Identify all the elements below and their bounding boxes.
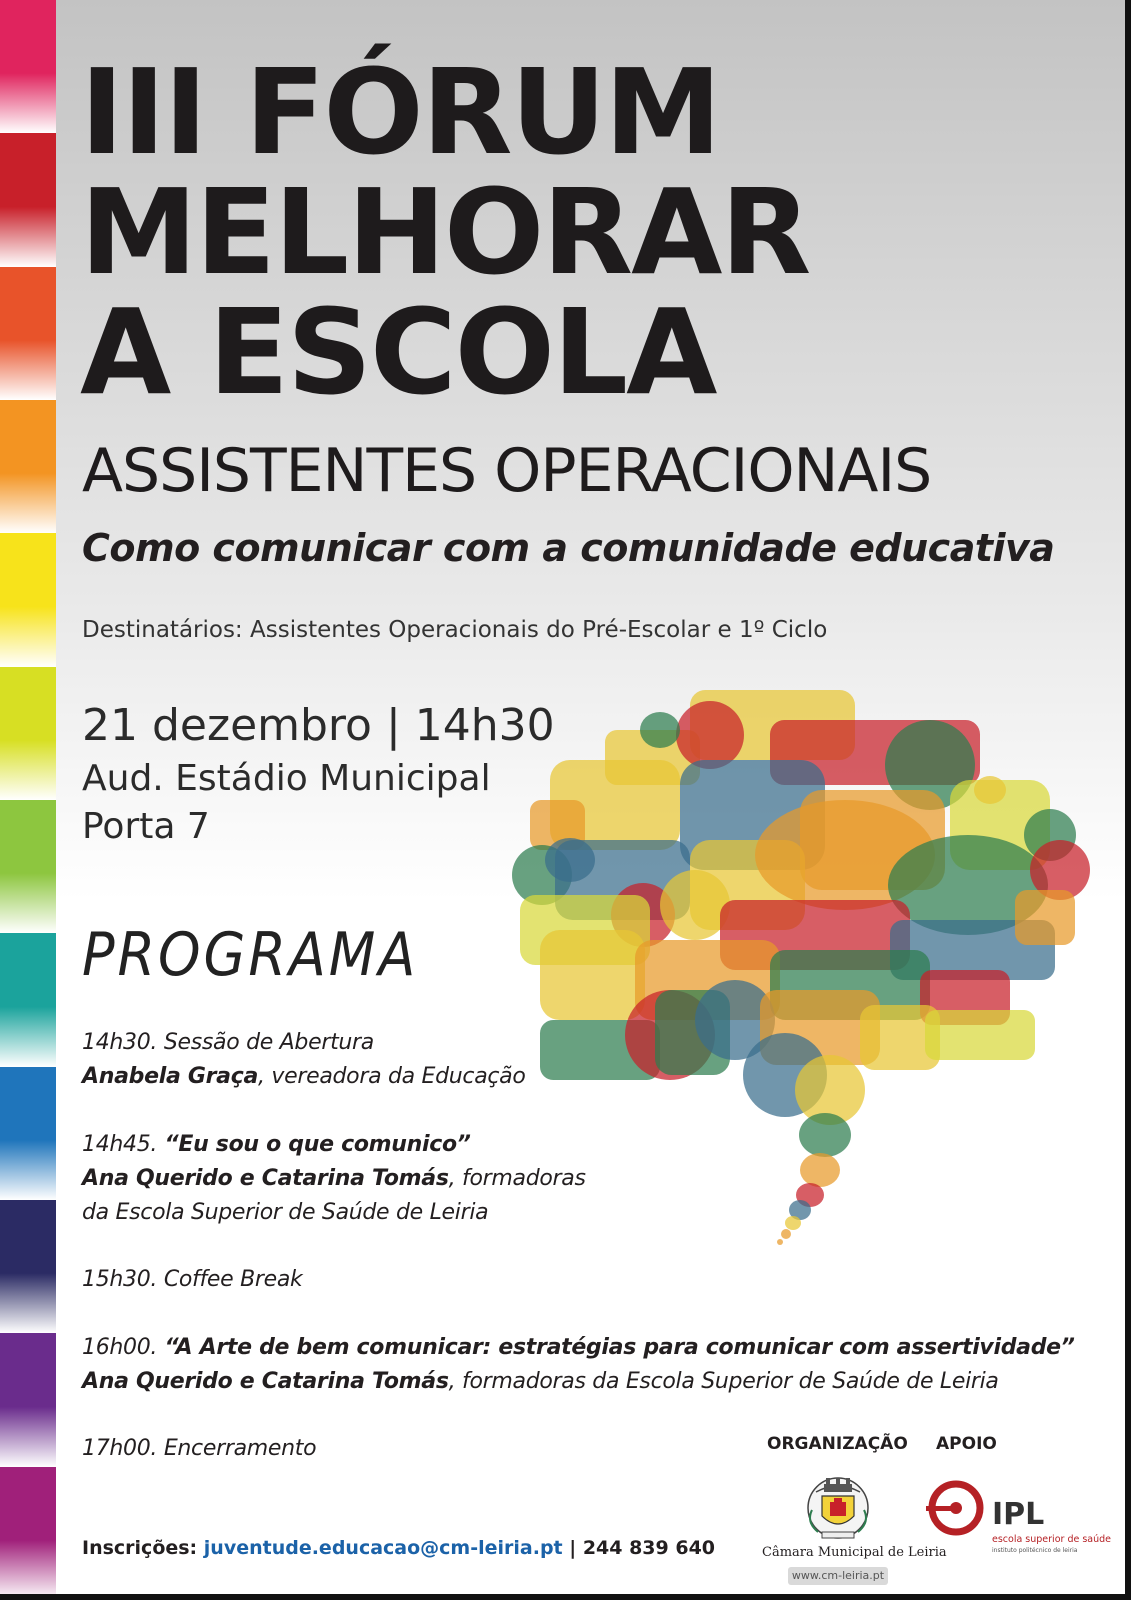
speech-bubble bbox=[640, 712, 680, 748]
program-item-1-role: , vereadora da Educação bbox=[258, 1064, 526, 1089]
color-stripe bbox=[0, 133, 56, 266]
program-item-2-title: “Eu sou o que comunico” bbox=[157, 1132, 471, 1157]
program-item-5 bbox=[82, 1436, 316, 1461]
speech-bubble bbox=[676, 701, 744, 769]
registration-email-link[interactable]: juventude.educacao@cm-leiria.pt bbox=[203, 1537, 563, 1559]
program-item-2-time: 14h45. bbox=[82, 1132, 158, 1157]
program-item-3-title: Coffee Break bbox=[157, 1267, 303, 1292]
color-stripes bbox=[0, 0, 56, 1600]
registration-line bbox=[82, 1537, 715, 1559]
speech-bubble bbox=[660, 870, 730, 940]
program-heading: PROGRAMA bbox=[82, 920, 419, 990]
support-label: APOIO bbox=[936, 1434, 997, 1454]
title-line-1: III FÓRUM bbox=[80, 43, 720, 181]
program-item-2-speaker: Ana Querido e Catarina Tomás bbox=[82, 1166, 449, 1191]
registration-phone: 244 839 640 bbox=[582, 1537, 716, 1559]
speech-bubble bbox=[777, 1239, 783, 1245]
tagline: Como comunicar com a comunidade educativa bbox=[82, 526, 1055, 570]
program-item-2-line-1 bbox=[82, 1132, 471, 1157]
speech-bubble bbox=[925, 1010, 1035, 1060]
program-item-2-line-3 bbox=[82, 1200, 488, 1225]
program-item-5-time: 17h00. bbox=[82, 1436, 158, 1461]
program-item-4-role: , formadoras da Escola Superior de Saúde de Leiria bbox=[448, 1369, 999, 1394]
title-line-2: MELHORAR bbox=[80, 163, 810, 301]
color-stripe bbox=[0, 400, 56, 533]
color-stripe bbox=[0, 1067, 56, 1200]
audience-text: Destinatários: Assistentes Operacionais do Pré-Escolar e 1º Ciclo bbox=[82, 617, 828, 643]
speech-bubble bbox=[540, 930, 645, 1020]
speech-bubble bbox=[781, 1229, 791, 1239]
title-line-3: A ESCOLA bbox=[80, 283, 716, 421]
municipality-url[interactable]: www.cm-leiria.pt bbox=[788, 1567, 888, 1585]
subtitle: ASSISTENTES OPERACIONAIS bbox=[82, 436, 932, 506]
ipl-name: IPL bbox=[992, 1497, 1045, 1532]
speech-bubble bbox=[785, 1216, 801, 1230]
speech-bubbles-illustration bbox=[510, 690, 1110, 1280]
program-item-3-time: 15h30. bbox=[82, 1267, 158, 1292]
program-item-2-line-2 bbox=[82, 1166, 586, 1191]
program-item-3 bbox=[82, 1267, 303, 1292]
program-item-2-role: , formadoras bbox=[448, 1166, 586, 1191]
event-venue: Aud. Estádio Municipal bbox=[82, 758, 491, 799]
ipl-school: escola superior de saúde bbox=[992, 1534, 1111, 1545]
program-item-4-title: “A Arte de bem comunicar: estratégias para comunicar com assertividade” bbox=[157, 1335, 1075, 1360]
color-stripe bbox=[0, 0, 56, 133]
ipl-logo bbox=[926, 1480, 1111, 1560]
color-stripe bbox=[0, 800, 56, 933]
event-date: 21 dezembro | 14h30 bbox=[82, 700, 555, 751]
registration-label: Inscrições: bbox=[82, 1537, 204, 1559]
event-door: Porta 7 bbox=[82, 806, 210, 847]
program-item-2-role-2: da Escola Superior de Saúde de Leiria bbox=[82, 1200, 489, 1225]
municipality-name: Câmara Municipal de Leiria bbox=[762, 1545, 947, 1560]
program-item-1-title: Sessão de Abertura bbox=[157, 1030, 374, 1055]
program-item-1-speaker: Anabela Graça bbox=[82, 1064, 258, 1089]
organization-label: ORGANIZAÇÃO bbox=[767, 1434, 908, 1454]
color-stripe bbox=[0, 1200, 56, 1333]
program-item-4-speaker: Ana Querido e Catarina Tomás bbox=[82, 1369, 449, 1394]
color-stripe bbox=[0, 533, 56, 666]
color-stripe bbox=[0, 667, 56, 800]
program-item-1-line-2 bbox=[82, 1064, 526, 1089]
program-item-4-line-2 bbox=[82, 1369, 999, 1394]
program-item-5-title: Encerramento bbox=[157, 1436, 317, 1461]
color-stripe bbox=[0, 267, 56, 400]
program-item-4-line-1 bbox=[82, 1335, 1075, 1360]
color-stripe bbox=[0, 933, 56, 1066]
registration-separator: | bbox=[562, 1537, 583, 1559]
program-item-4-time: 16h00. bbox=[82, 1335, 158, 1360]
frame-border-bottom bbox=[0, 1594, 1131, 1600]
frame-border-right bbox=[1125, 0, 1131, 1600]
speech-bubble bbox=[974, 776, 1006, 804]
speech-bubble bbox=[799, 1113, 851, 1157]
ipl-institute: instituto politécnico de leiria bbox=[992, 1547, 1078, 1554]
municipality-seal-icon bbox=[802, 1470, 874, 1542]
program-item-1-line-1 bbox=[82, 1030, 374, 1055]
color-stripe bbox=[0, 1333, 56, 1466]
color-stripe bbox=[0, 1467, 56, 1600]
speech-bubble bbox=[1015, 890, 1075, 945]
program-item-1-time: 14h30. bbox=[82, 1030, 158, 1055]
speech-bubble bbox=[800, 1153, 840, 1187]
